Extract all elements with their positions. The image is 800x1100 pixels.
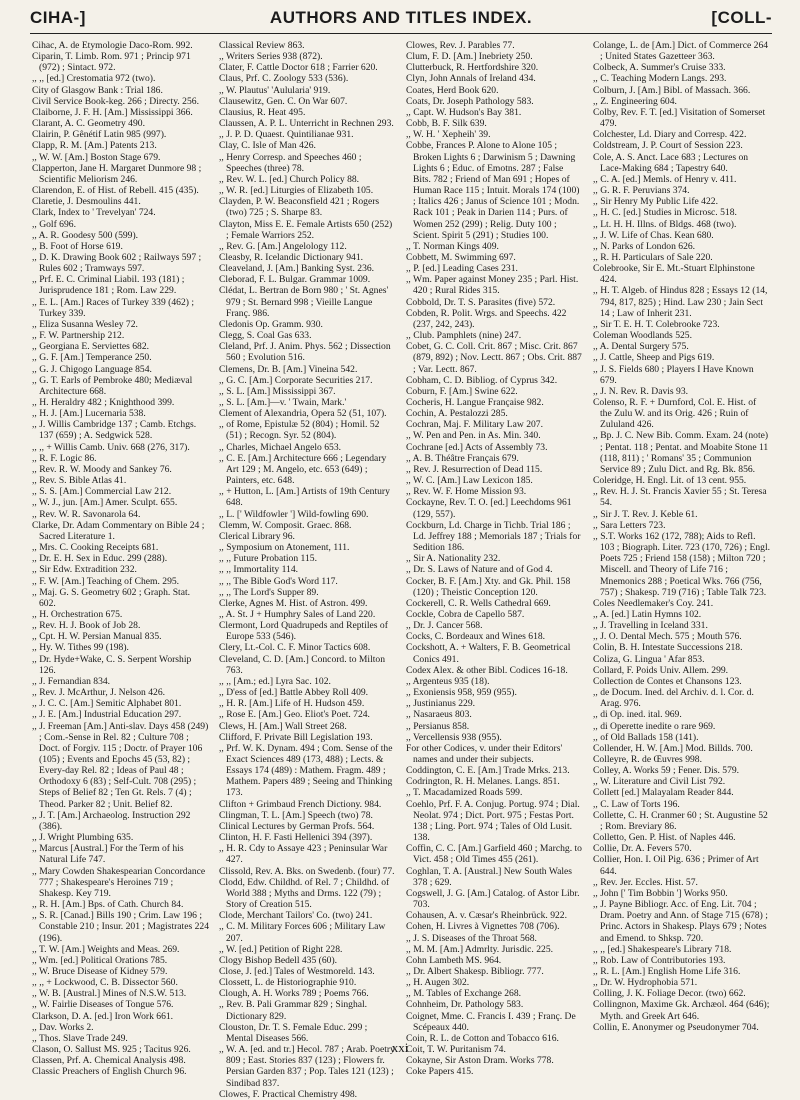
index-entry: ,, H. C. [ed.] Studies in Microsc. 518. (593, 207, 737, 219)
index-entry: Coffin, C. C. [Am.] Garfield 460 ; Marchg. to Vict. 458 ; Old Times 455 (261). (406, 843, 582, 866)
index-entry: Claiborne, J. F. H. [Am.] Mississippi 366. (32, 106, 193, 118)
index-entry: Cohn Lambeth MS. 964. (406, 954, 502, 966)
index-entry: Clemens, Dr. B. [Am.] Vineina 542. (219, 363, 358, 375)
index-entry: Collie, Dr. A. Fevers 570. (593, 843, 692, 855)
index-entry: ,, W. W. [Am.] Boston Stage 679. (32, 151, 161, 163)
index-entry: ,, H. R. Cdy to Assaye 423 ; Peninsular War 427. (219, 843, 388, 866)
index-entry: Cochrane [ed.] Acts of Assembly 73. (406, 441, 548, 453)
index-entry: ,, Wm. Paper against Money 235 ; Parl. Hist. 420 ; Rural Rides 315. (406, 274, 579, 297)
index-entry: Cockayne, Rev. T. O. [ed.] Leechdoms 961 (129, 557). (406, 497, 572, 520)
index-entry: Clairin, P. Gênétif Latin 985 (997). (32, 129, 167, 141)
index-entry: ,, di Op. ined. ital. 969. (593, 709, 682, 721)
index-entry: Cockburn, Ld. Charge in Tichb. Trial 186 ; Ld. Jeffrey 188 ; Memorials 187 ; Trials for Sedition 186. (406, 519, 581, 554)
index-entry: ,, Rev. W. F. Home Mission 93. (406, 486, 527, 498)
index-entry: ,, C. A. [ed.] Memls. of Henry v. 411. (593, 173, 737, 185)
index-entry: Collette, C. H. Cranmer 60 ; St. Augustine 52 ; Rom. Breviary 86. (593, 809, 768, 832)
index-entry: Cole, A. S. Anct. Lace 683 ; Lectures on Lace-Making 684 ; Tapestry 640. (593, 151, 749, 174)
index-entry: ,, H. T. Algeb. of Hindus 828 ; Essays 12 (14, 794, 817, 825) ; Hind. Law 230 ; Jain Sect 14 ; Law of Inherit 231. (593, 285, 768, 319)
index-entry: Coliza, G. Lingua ' Afar 853. (593, 653, 705, 665)
index-entry: ,, J. E. [Am.] Industrial Education 297. (32, 709, 182, 721)
index-entry: ,, C. Teaching Modern Langs. 293. (593, 73, 727, 85)
index-entry: Coburn, F. [Am.] Swine 622. (406, 385, 518, 397)
index-entry: ,, T. Norman Kings 409. (406, 240, 499, 252)
index-entry: Clegg, S. Coal Gas 633. (219, 330, 312, 342)
index-entry: Clough, A. H. Works 789 ; Poems 766. (219, 988, 369, 1000)
page-header (30, 8, 772, 34)
index-entry: ,, ,, The Bible God's Word 117. (219, 575, 338, 587)
index-entry: Civil Service Book-keg. 266 ; Directy. 256. (32, 95, 199, 107)
index-entry: Clarant, A. C. Geometry 490. (32, 118, 145, 130)
index-entry: Clédat, L. Bertran de Born 980 ; ' St. Agnes' 979 ; St. Bernard 998 ; Vieille Langue Franç. 986. (219, 285, 389, 319)
index-entry: ,, J. N. Rev. R. Davis 93. (593, 385, 689, 397)
index-entry: ,, H. Augen 302. (406, 977, 470, 989)
index-entry: Clerical Library 96. (219, 530, 295, 542)
index-entry: ,, Sir T. E. H. T. Colebrooke 723. (593, 318, 720, 330)
index-entry: Collard, F. Poids Univ. Allem. 299. (593, 664, 729, 676)
index-entry: ,, J. Cattle, Sheep and Pigs 619. (593, 352, 715, 364)
index-entry: ,, Dr. Albert Shakesp. Bibliogr. 777. (406, 965, 544, 977)
index-entry: Cocks, C. Bordeaux and Wines 618. (406, 631, 546, 643)
index-entry: ,, A. [ed.] Latin Hymns 102. (593, 608, 702, 620)
index-entry: ,, Rev. J. McArthur, J. Nelson 426. (32, 687, 166, 699)
index-entry: Coleman Woodlands 525. (593, 330, 692, 342)
index-entry: ,, T. Macadamized Roads 599. (406, 787, 523, 799)
index-entry: Clery, Lt.-Col. C. F. Minor Tactics 608. (219, 642, 371, 654)
index-entry: ,, W. C. [Am.] Law Lexicon 185. (406, 475, 533, 487)
index-entry: ,, S. L. [Am.] Mississippi 367. (219, 385, 336, 397)
index-entry: ,, R. F. Logic 86. (32, 452, 97, 464)
index-entry: Cobham, C. D. Bibliog. of Cyprus 342. (406, 374, 558, 386)
index-entry: Cleborad, F. L. Bulgar. Grammar 1009. (219, 274, 371, 286)
index-entry: ,, John [' Tim Bobbin '] Works 950. (593, 887, 728, 899)
index-entry: ,, F. W. [Am.] Teaching of Chem. 295. (32, 575, 180, 587)
index-entry: Cobbe, Frances P. Alone to Alone 105 ; Broken Lights 6 ; Darwinism 5 ; Dawning Lights 6 ; Educ. of Emotns. 287 ; False Bits. 782 ; Friend of Man 691 ; Hopes of Human Race 115 ; Intuit. Morals 174 (100) ; Italics 426 ; Janus of Science 101 ; Modn. Rack 101 ; Peak in Darien 114 ; Purs. of Women 252 (299) ; Relig. Duty 100 ; Scient. Spirit 5 (291) ; Studies 100. (406, 140, 580, 241)
index-entry: Clement of Alexandria, Opera 52 (51, 107). (219, 408, 387, 420)
index-entry: ,, J. Fernandian 834. (32, 675, 111, 687)
index-entry: ,, Rev. S. Bible Atlas 41. (32, 475, 127, 487)
index-entry: ,, Rev. H. J. Book of Job 28. (32, 620, 141, 632)
index-entry: Clarendon, E. of Hist. of Rebell. 415 (435). (32, 185, 199, 197)
index-entry: Colleyre, R. de Œuvres 998. (593, 754, 702, 765)
index-entry: ,, Vercellensis 938 (955). (406, 731, 502, 743)
index-entry: Collier, Hon. I. Oil Pig. 636 ; Primer of Art 644. (593, 854, 759, 877)
index-entry: ,, W. Bruce Disease of Kidney 579. (32, 965, 168, 977)
index-entry: ,, Nasaraeus 803. (406, 709, 472, 721)
index-entry: ,, Wm. [ed.] Political Orations 785. (32, 954, 168, 966)
index-entry: Clyn, John Annals of Ireland 434. (406, 73, 536, 85)
index-entry: Clapp, R. M. [Am.] Patents 213. (32, 140, 157, 152)
index-entry: ,, M. Tables of Exchange 268. (406, 988, 522, 1000)
index-entry: Cohausen, A. v. Cæsar's Rheinbrück. 922. (406, 910, 567, 922)
index-entry: ,, Rose E. [Am.] Geo. Eliot's Poet. 724. (219, 709, 370, 721)
index-entry: ,, C. E. [Am.] Architecture 666 ; Legendary Art 129 ; M. Angelo, etc. 653 (649) ; Painters, etc. 648. (219, 452, 387, 487)
index-entry: ,, of Old Ballads 158 (141). (593, 731, 699, 743)
index-entry: ,, Hy. W. Tithes 99 (198). (32, 642, 129, 654)
index-entry: ,, Georgiana E. Serviettes 682. (32, 341, 150, 353)
index-entry: ,, Rev. G. [Am.] Angelology 112. (219, 240, 347, 252)
index-entry: ,, H. R. [Am.] Life of H. Hudson 459. (219, 698, 365, 710)
index-entry: Colchester, Ld. Diary and Corresp. 422. (593, 129, 747, 141)
index-entry: ,, J. O. Dental Mech. 575 ; Mouth 576. (593, 631, 742, 643)
index-entry: ,, A. B. Théâtre Français 679. (406, 452, 519, 464)
index-entry: Claretie, J. Desmoulins 441. (32, 196, 141, 208)
index-entry: ,, Capt. W. Hudson's Bay 381. (406, 106, 522, 118)
index-entry: Cleveland, C. D. [Am.] Concord. to Milton 763. (219, 653, 386, 676)
index-entry: Colling, J. K. Foliage Decor. (two) 662. (593, 988, 746, 1000)
index-entry: ,, ,, + Willis Camb. Univ. 668 (276, 317). (32, 441, 190, 453)
index-entry: Classical Review 863. (219, 40, 305, 51)
index-entry: Cobbett, M. Swimming 697. (406, 251, 516, 263)
index-entry: Cleasby, R. Icelandic Dictionary 941. (219, 251, 364, 263)
index-entry: Clifton + Grimbaud French Dictiony. 984. (219, 798, 382, 810)
index-entry: ,, T. W. [Am.] Weights and Meas. 269. (32, 943, 180, 955)
index-entry: ,, Z. Engineering 604. (593, 95, 677, 107)
index-entry: ,, L. [' Wildfowler '] Wild-fowling 690. (219, 508, 369, 520)
index-entry: ,, Dr. Hyde+Wake, C. S. Serpent Worship 126. (32, 653, 192, 676)
index-entry: Colange, L. de [Am.] Dict. of Commerce 264 ; United States Gazetteer 363. (593, 40, 769, 63)
index-entry: Coleridge, H. Engl. Lit. of 13 cent. 955. (593, 475, 747, 487)
index-entry: Cockerell, C. R. Wells Cathedral 669. (406, 597, 551, 609)
index-entry: ,, G. T. Earls of Pembroke 480; Mediæval Architecture 668. (32, 374, 193, 397)
index-entry: ,, Dr. E. H. Sex in Educ. 299 (288). (32, 553, 168, 565)
index-entry: ,, Sir Edw. Extradition 232. (32, 564, 137, 576)
index-entry: Clissold, Rev. A. Bks. on Swedenb. (four) 77. (219, 865, 395, 877)
index-entry: Clason, O. Sallust MS. 925 ; Tacitus 926. (32, 1044, 191, 1056)
index-entry: ,, Lt. H. H. Illns. of Bldgs. 468 (two). (593, 218, 737, 230)
index-entry: ,, Dav. Works 2. (32, 1021, 94, 1033)
index-entry: ,, Sir A. Nationality 232. (406, 553, 501, 565)
index-entry: ,, Rev. B. Pali Grammar 829 ; Singhal. Dictionary 829. (219, 999, 368, 1022)
index-entry: ,, G. C. [Am.] Corporate Securities 217. (219, 374, 373, 386)
index-entry: Codrington, R. H. Melanes. Langs. 851. (406, 776, 560, 788)
index-entry: Clowes, Rev. J. Parables 77. (406, 40, 515, 51)
index-entry: Colin, B. H. Intestate Successions 218. (593, 642, 743, 654)
index-entry: Coates, Herd Book 620. (406, 84, 499, 96)
index-entry: ,, J. Travelling in Iceland 331. (593, 620, 708, 632)
index-entry: ,, Golf 696. (32, 218, 76, 230)
page-number: xxi (391, 1040, 409, 1055)
index-entry: ,, Eliza Susanna Wesley 72. (32, 318, 138, 330)
index-entry: Ciparin, T. Limb. Rom. 971 ; Princip 971 (972) ; Sintact. 972. (32, 51, 191, 74)
index-entry: ,, Thos. Slave Trade 249. (32, 1032, 128, 1044)
index-entry: ,, R. L. [Am.] English Home Life 316. (593, 965, 741, 977)
index-entry: ,, W. J., jun. [Am.] Amer. Sculpt. 655. (32, 497, 178, 509)
index-entry: Clarkson, D. A. [ed.] Iron Work 661. (32, 1010, 174, 1022)
index-entry: ,, Dr. J. Cancer 568. (406, 620, 483, 632)
index-entry: Cogswell, J. G. [Am.] Catalog. of Astor Libr. 703. (406, 887, 580, 911)
index-entry: ,, Sara Letters 723. (593, 519, 666, 531)
index-entry: Cihac, A. de Etymologie Daco-Rom. 992. (32, 40, 193, 51)
index-entry: ,, A. St. J + Humphry Sales of Land 220. (219, 608, 376, 620)
index-entry: Collett [ed.] Malayalam Reader 844. (593, 787, 734, 799)
index-entry: ,, ,, [ed.] Shakespeare's Library 718. (593, 943, 732, 955)
index-entry: ,, J. W. Life of Chas. Kean 680. (593, 229, 714, 241)
index-entry: ,, Marcus [Austral.] For the Term of his Natural Life 747. (32, 843, 184, 866)
index-entry: ,, Rev. Jer. Eccles. Hist. 57. (593, 876, 698, 888)
index-entry: ,, H. J. [Am.] Lucernaria 538. (32, 408, 146, 420)
index-entry: Claussen, A. P. L. Unterricht in Rechnen 293. (219, 118, 394, 130)
index-entry: ,, ,, [Am.; ed.] Lyra Sac. 102. (219, 675, 331, 687)
index-entry: Clutterbuck, R. Hertfordshire 320. (406, 62, 539, 74)
index-entry: Cobet, G. C. Coll. Crit. 867 ; Misc. Crit. 867 (879, 892) ; Nov. Lectt. 867 ; Obs. Crit. 887 ; Var. Lectt. 867. (406, 341, 582, 375)
index-entry: Clinical Lectures by German Profs. 564. (219, 820, 375, 832)
index-entry: ,, Persianus 858. (406, 720, 470, 732)
index-entry: ,, J. S. Diseases of the Throat 568. (406, 932, 537, 944)
index-entry: ,, ,, Immortality 114. (219, 564, 299, 576)
index-entry: ,, W. B. [Austral.] Mines of N.S.W. 513. (32, 988, 187, 1000)
index-entry: Clayden, P. W. Beaconsfield 421 ; Rogers (two) 725 ; S. Sharpe 83. (219, 196, 380, 219)
index-entry: Coghlan, T. A. [Austral.] New South Wales 378 ; 629. (406, 865, 573, 888)
index-entry: Cokayne, Sir Aston Dram. Works 778. (406, 1055, 554, 1067)
index-entry: Clausewitz, Gen. C. On War 607. (219, 95, 348, 107)
index-entry: Cledonis Op. Gramm. 930. (219, 318, 323, 330)
index-entry: Clausius, R. Heat 495. (219, 106, 306, 118)
index-entry: Coignet, Mme. C. Francis I. 439 ; Franç. De Scépeaux 440. (406, 1010, 576, 1033)
index-entry: ,, W. Pen and Pen. in As. Min. 340. (406, 430, 541, 442)
index-entry: ,, J. P. D. Quaest. Quintilianae 931. (219, 129, 354, 141)
index-entry: ,, Henry Corresp. and Speeches 460 ; Speeches (three) 78. (219, 151, 362, 174)
index-entry: Colbeck, A. Summer's Cruise 333. (593, 62, 726, 74)
index-entry: ,, J. Freeman [Am.] Anti-slav. Days 458 (249) ; Com.-Sense in Rel. 82 ; Culture 708 ; Doct. of Forgiv. 115 ; Doctr. of Prayer 106 (105) ; Events and Epochs 45 (53, 82) ; Every-day Rel. 82 ; Ideas of Paul 48 ; Orthodoxy 6 (83) ; Self-Cult. 708 (295) ; Steps of Belief 82 ; Ten Gt. Rels. 7 (4) ; Theod. Parker 82 ; Unit. Belief 82. (32, 720, 209, 810)
index-entry: ,, Sir J. T. Rev. J. Keble 61. (593, 508, 698, 520)
index-entry: Cochin, A. Pestalozzi 285. (406, 408, 508, 420)
index-entry: Clapperton, Jane H. Margaret Dunmore 98 ; Scientific Meliorism 246. (32, 162, 202, 185)
index-entry: ,, S. R. [Canad.] Bills 190 ; Crim. Law 196 ; Constable 210 ; Insur. 201 ; Magistrates 224 (196). (32, 910, 210, 944)
index-entry: Clayton, Miss E. E. Female Artists 650 (252) ; Female Warriors 252. (219, 218, 393, 241)
index-entry: Cleaveland, J. [Am.] Banking Syst. 236. (219, 263, 375, 275)
index-entry: Collingnon, Maxime Gk. Archæol. 464 (646); Myth. and Greek Art 646. (593, 999, 770, 1022)
index-entry: ,, G. F. [Am.] Temperance 250. (32, 352, 152, 364)
index-entry: Cleland, Prf. J. Anim. Phys. 562 ; Dissection 560 ; Evolution 516. (219, 341, 391, 364)
index-entry: ,, W. R. [ed.] Liturgies of Elizabeth 105. (219, 185, 374, 197)
index-entry: ,, Mrs. C. Cooking Receipts 681. (32, 542, 159, 554)
index-entry: Cocheris, H. Langue Française 982. (406, 397, 544, 408)
index-entry: ,, ,, Future Probation 115. (219, 553, 317, 565)
index-entry: ,, J. C. C. [Am.] Semitic Alphabet 801. (32, 698, 182, 710)
index-entry: ,, + Hutton, L. [Am.] Artists of 19th Century 648. (219, 486, 390, 509)
index-entry: Cohen, H. Livres à Vignettes 708 (706). (406, 921, 560, 933)
index-entry: Colletto, Gen. P. Hist. of Naples 446. (593, 832, 736, 844)
header-left-guide-word: CIHA-] (30, 8, 86, 27)
index-entry: Cochran, Maj. F. Military Law 207. (406, 419, 543, 431)
index-entry: ,, A. R. Goodesy 500 (599). (32, 229, 139, 241)
index-entry: ,, ,, + Lockwood, C. B. Dissector 560. (32, 977, 178, 989)
index-entry: ,, J. Payne Bibliogr. Acc. of Eng. Lit. 704 ; Dram. Poetry and Ann. of Stage 715 (678) ; Princ. Actors in Shakesp. Plays 679 ; Notes and Emend. to Shksp. 720. (593, 899, 768, 944)
index-entry: Cobbold, Dr. T. S. Parasites (five) 572. (406, 296, 556, 308)
index-entry: Classic Preachers of English Church 96. (32, 1066, 187, 1078)
index-entry: ,, Exoniensis 958, 959 (955). (406, 687, 517, 699)
index-entry: ,, S. S. [Am.] Commercial Law 212. (32, 486, 172, 498)
index-column-1 (32, 40, 210, 1078)
index-entry: ,, Rev. R. W. Moody and Sankey 76. (32, 463, 172, 475)
index-entry: Coldstream, J. P. Court of Session 223. (593, 140, 743, 152)
index-entry: Colby, Rev. F. T. [ed.] Visitation of Somerset 479. (593, 106, 766, 130)
index-entry: ,, W. H. ' Xepheih' 39. (406, 129, 491, 141)
index-entry: Codex Alex. & other Bibl. Codices 16-18. (406, 664, 568, 676)
index-entry: For other Codices, v. under their Editors' names and under their subjects. (406, 742, 563, 765)
index-entry: Coit, T. W. Puritanism 74. (406, 1044, 506, 1056)
index-entry: Clum, F. D. [Am.] Inebriety 250. (406, 51, 533, 63)
index-column-2 (219, 40, 396, 1100)
index-entry: Clingman, T. L. [Am.] Speech (two) 78. (219, 809, 373, 821)
index-entry: ,, Sir Henry My Public Life 422. (593, 196, 718, 208)
index-entry: Coles Needlemaker's Coy. 241. (593, 597, 714, 609)
index-entry: Colebrooke, Sir E. Mt.-Stuart Elphinstone 424. (593, 263, 755, 286)
index-entry: Clark, Index to ' Trevelyan' 724. (32, 207, 156, 219)
index-entry: ,, Prf. W. K. Dynam. 494 ; Com. Sense of the Exact Sciences 489 (173, 488) ; Lects. & Essays 174 (489) : Mathem. Fragm. 489 ; Mathem. Papers 489 ; Seeing and Thinking 173. (219, 742, 393, 799)
index-entry: Coats, Dr. Joseph Pathology 583. (406, 95, 534, 107)
index-entry: Clay, C. Isle of Man 426. (219, 140, 316, 152)
index-entry: ,, ,, The Lord's Supper 89. (219, 586, 319, 598)
index-entry: ,, H. Orchestration 675. (32, 608, 123, 620)
index-entry: ,, N. Parks of London 626. (593, 240, 696, 252)
index-entry: Clogy Bishop Bedell 435 (60). (219, 954, 338, 966)
index-entry: ,, Rev. W. L. [ed.] Church Policy 88. (219, 173, 360, 185)
index-entry: ,, S.T. Works 162 (172, 788); Aids to Refl. 103 ; Biograph. Liter. 723 (170, 726) ; Engl. Poets 725 ; Friend 158 (158) ; Milton 720 ; Miscell. and Theory of Life 716 ; Mnemonics 288 ; Poetical Wks. 766 (756, 757) ; Shakesp. 719 (716) ; Table Talk 723. (593, 530, 771, 598)
index-entry: Clowes, F. Practical Chemistry 498. (219, 1088, 358, 1100)
index-entry: ,, ,, [ed.] Crestomatia 972 (two). (32, 73, 156, 85)
index-entry: ,, Mary Cowden Shakespearian Concordance 777 ; Shakespeare's Heroines 719 ; Shakesp. Key 719. (32, 865, 206, 899)
index-entry: ,, Prf. E. C. Criminal Liabil. 193 (181) ; Jurisprudence 181 ; Rom. Law 229. (32, 274, 185, 297)
index-entry: Clodd, Edw. Childhd. of Rel. 7 ; Childhd. of World 388 ; Myths and Drms. 122 (79) ; Story of Creation 515. (219, 876, 390, 911)
index-entry: ,, W. A. [ed. and tr.] Hecol. 787 ; Arab. Poetry 809 ; East. Stories 837 (123) ; Flowers fr. Persian Garden 837 ; Pop. Tales 121 (123) ; Sindibad 837. (219, 1044, 395, 1089)
index-entry: ,, Club. Pamphlets (nine) 247. (406, 330, 522, 342)
index-entry: ,, J. Wright Plumbing 635. (32, 832, 134, 844)
index-entry: ,, Justinianus 229. (406, 698, 476, 710)
index-entry: ,, R. H. [Am.] Bps. of Cath. Church 84. (32, 899, 184, 911)
index-entry: ,, D. K. Drawing Book 602 ; Railways 597 ; Rules 602 ; Tramways 597. (32, 251, 202, 275)
index-entry: ,, Rob. Law of Contributories 193. (593, 954, 726, 966)
index-entry: Clemm, W. Composit. Graec. 868. (219, 519, 352, 531)
index-entry: ,, A. Dental Surgery 575. (593, 341, 689, 353)
index-entry: Cockshott, A. + Walters, F. B. Geometrical Conics 491. (406, 642, 571, 665)
index-entry: ,, Maj. G. S. Geometry 602 ; Graph. Stat. 602. (32, 586, 191, 609)
index-entry: ,, de Docum. Ined. del Archiv. d. l. Cor. d. Arag. 976. (593, 687, 754, 710)
index-entry: Colenso, R. F. + Durnford, Col. E. Hist. of the Zulu W. and its Orig. 426 ; Ruin of Zululand 426. (593, 397, 757, 431)
header-title: AUTHORS AND TITLES INDEX. (269, 8, 533, 27)
index-entry: Cobden, R. Polit. Wrgs. and Speechs. 422 (237, 242, 243). (406, 307, 567, 330)
index-entry: ,, Writers Series 938 (872). (219, 51, 323, 63)
index-entry: Coke Papers 415. (406, 1066, 474, 1078)
index-entry: ,, W. [ed.] Petition of Right 228. (219, 943, 343, 955)
index-entry: Clarke, Dr. Adam Commentary on Bible 24 ; Sacred Literature 1. (32, 519, 205, 542)
index-entry: Cobb, B. F. Silk 639. (406, 118, 487, 130)
index-entry: Collin, E. Anonymer og Pseudonymer 704. (593, 1021, 759, 1033)
index-entry: ,, Dr. W. Hydrophobia 571. (593, 977, 698, 989)
index-entry: ,, R. H. Particulars of Sale 220. (593, 251, 713, 263)
index-entry: ,, Charles, Michael Angelo 653. (219, 441, 342, 453)
index-entry: ,, W. Plautus' 'Aulularia' 919. (219, 84, 331, 96)
index-column-4 (593, 40, 770, 1034)
index-entry: ,, W. Literature and Civil List 792. (593, 776, 726, 788)
index-entry: Colley, A. Works 59 ; Fener. Dis. 579. (593, 765, 740, 777)
index-entry: ,, Symposium on Atonement, 111. (219, 542, 350, 554)
index-entry: ,, G. J. Chigogo Language 854. (32, 363, 152, 375)
index-entry: Classen, Prf. A. Chemical Analysis 498. (32, 1055, 186, 1067)
index-entry: Cocker, B. F. [Am.] Xty. and Gk. Phil. 158 (120) ; Theistic Conception 120. (406, 575, 571, 598)
index-entry: Clode, Merchant Tailors' Co. (two) 241. (219, 910, 373, 922)
index-entry: ,, C. Law of Torts 196. (593, 798, 680, 810)
index-entry: ,, S. L. [Am.]—v. ' Twain, Mark.' (219, 397, 347, 408)
index-entry: Clermont, Lord Quadrupeds and Reptiles of Europe 533 (546). (219, 620, 388, 643)
index-entry: Coin, R. L. de Cotton and Tobacco 616. (406, 1032, 559, 1044)
index-entry: Clater, F. Cattle Doctor 618 ; Farrier 620. (219, 62, 378, 74)
index-entry: ,, C. M. Military Forces 606 ; Military Law 207. (219, 921, 386, 944)
index-entry: Clifford, F. Private Bill Legislation 193. (219, 731, 373, 743)
index-entry: Clinton, H. F. Fasti Hellenici 394 (397). (219, 832, 373, 844)
index-entry: Clews, H. [Am.] Wall Street 268. (219, 720, 347, 732)
index-entry: ,, E. L. [Am.] Races of Turkey 339 (462) ; Turkey 339. (32, 296, 195, 319)
index-entry: Cohnheim, Dr. Pathology 583. (406, 999, 524, 1011)
index-entry: ,, Argenteus 935 (18). (406, 675, 490, 687)
index-entry: ,, Rev. W. R. Savonarola 64. (32, 508, 141, 520)
index-entry: ,, M. M. [Am.] Admrlty. Jurisdic. 225. (406, 943, 554, 955)
index-entry: ,, H. Heraldry 482 ; Knighthood 399. (32, 397, 175, 408)
index-entry: Cockle, Cobra de Capello 587. (406, 608, 525, 620)
index-entry: ,, F. W. Partnership 212. (32, 330, 125, 342)
index-entry: ,, J. S. Fields 680 ; Players I Have Known 679. (593, 363, 754, 386)
index-entry: City of Glasgow Bank : Trial 186. (32, 84, 163, 96)
index-entry: ,, Rev. H. J. St. Francis Xavier 55 ; St. Teresa 54. (593, 486, 767, 509)
index-entry: ,, di Operette inedite o rare 969. (593, 720, 716, 732)
index-entry: Coehlo, Prf. F. A. Conjug. Portug. 974 ; Dial. Neolat. 974 ; Dict. Port. 975 ; Festas Port. 138 ; Ling. Port. 974 ; Tales of Old Lusit. 138. (406, 798, 580, 844)
index-entry: ,, P. [ed.] Leading Cases 231. (406, 263, 518, 275)
index-entry: Coddington, C. E. [Am.] Trade Mrks. 213. (406, 765, 570, 777)
index-entry: Collender, H. W. [Am.] Mod. Billds. 700. (593, 742, 753, 754)
index-entry: Claus, Prf. C. Zoology 533 (536). (219, 73, 349, 85)
index-entry: ,, of Rome, Epistulæ 52 (804) ; Homil. 52 (51) ; Recogn. Syr. 52 (804). (219, 419, 380, 442)
index-entry: ,, Dr. S. Laws of Nature and of God 4. (406, 564, 553, 576)
index-entry: ,, Bp. J. C. New Bib. Comm. Exam. 24 (note) ; Pentat. 118 ; Pentat. and Moabite Stone 11 (118, 811) ; ' Romans' 35 ; Communion Service 89 ; Zulu Dict. and Rg. Bk. 856. (593, 430, 769, 475)
index-entry: ,, J. Willis Cambridge 137 ; Camb. Etchgs. 137 (659) ; A. Sedgwick 528. (32, 419, 197, 442)
index-entry: Clouston, Dr. T. S. Female Educ. 299 ; Mental Diseases 566. (219, 1021, 368, 1044)
index-entry: ,, B. Foot of Horse 619. (32, 240, 123, 252)
index-entry: ,, J. T. [Am.] Archaeolog. Instruction 292 (386). (32, 809, 191, 832)
index-column-3 (406, 40, 583, 1078)
index-entry: ,, Rev. J. Resurrection of Dead 115. (406, 463, 543, 475)
index-entry: Collection de Contes et Chansons 123. (593, 675, 742, 687)
index-entry: Clossett, L. de Historiographie 910. (219, 977, 357, 989)
header-right-guide-word: [COLL- (711, 8, 772, 27)
header-rule (30, 33, 772, 34)
index-entry: Clerke, Agnes M. Hist. of Astron. 499. (219, 597, 368, 609)
index-entry: Colburn, J. [Am.] Bibl. of Massach. 366. (593, 84, 751, 96)
index-entry: ,, D'ess of [ed.] Battle Abbey Roll 409. (219, 687, 369, 699)
index-entry: ,, Cpt. H. W. Persian Manual 835. (32, 631, 162, 643)
index-entry: Close, J. [ed.] Tales of Westmoreld. 143. (219, 965, 375, 977)
index-entry: ,, G. R. F. Peruvians 374. (593, 185, 690, 197)
index-entry: ,, W. Fairlie Diseases of Tongue 576. (32, 999, 174, 1011)
